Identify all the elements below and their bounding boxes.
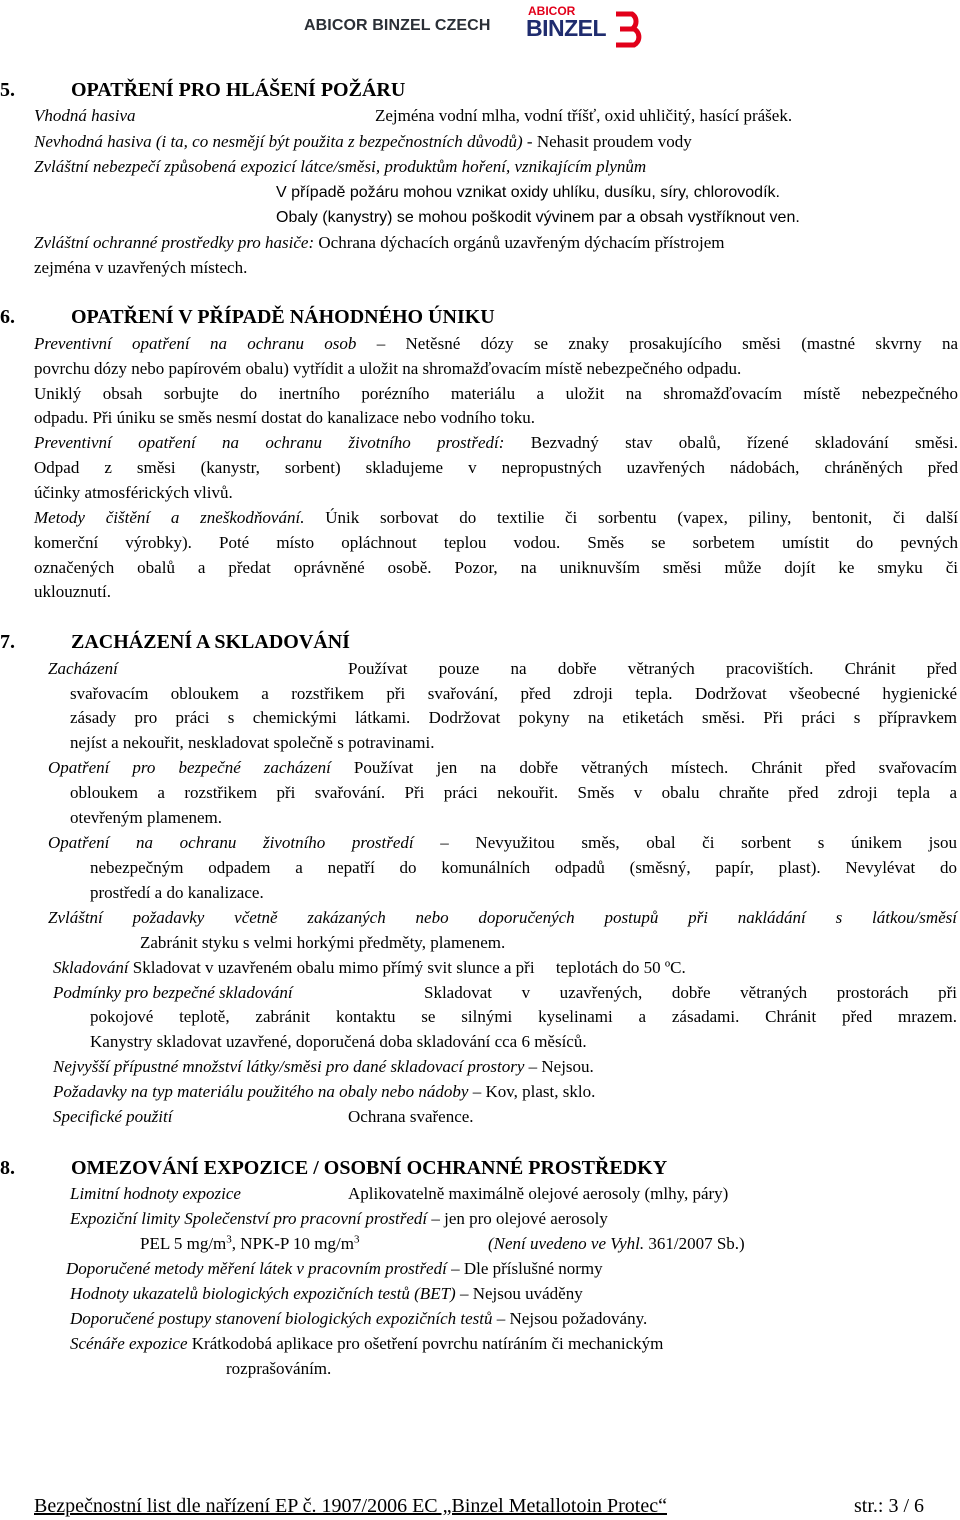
s8-pel-sup: 3 — [226, 1233, 232, 1246]
s8-pel-a: PEL 5 mg/m — [140, 1234, 227, 1253]
s5-label-unsuitable: Nevhodná hasiva (i ta, co nesmějí být použita z bezpečnostních důvodů) — [34, 132, 523, 151]
s6-line-11: uklouznutí. — [34, 582, 111, 601]
s8-label-procedures: Doporučené postupy stanovení biologických expozičních testů — [70, 1309, 493, 1328]
s7-label-environment: Opatření na ochranu životního prostředí — [48, 833, 414, 852]
s8-pel-line — [140, 1233, 359, 1255]
s8-methods-line — [66, 1258, 603, 1280]
logo-abicor-text: ABICOR — [528, 4, 576, 18]
s7-handling-3: zásady pro práci s chemickými látkami. Dodržovat pokyny na etiketách směsi. Při práci s přípravkem — [70, 708, 957, 727]
s7-label-special: Zvláštní požadavky včetně zakázaných nebo doporučených postupů při nakládání s látkou/směsí — [48, 908, 957, 927]
s7-label-max-amount: Nejvyšší přípustné množství látky/směsi pro dané skladovací prostory — [53, 1057, 525, 1076]
s7-max-amount-line — [53, 1056, 594, 1078]
s7-label-specific-use: Specifické použití — [53, 1107, 173, 1126]
s7-material-line — [53, 1081, 595, 1103]
s8-methods-text: – Dle příslušné normy — [446, 1259, 603, 1278]
s7-special-text: Zabránit styku s velmi horkými předměty, plamenem. — [140, 933, 506, 952]
s6-line-6: Odpad z směsi (kanystr, sorbent) skladujeme v nepropustných uzavřených nádobách, chráněných před — [34, 458, 958, 477]
s6-environment-text: Bezvadný stav obalů, řízené skladování směsi. — [504, 433, 958, 452]
s8-pel-sup2: 3 — [353, 1233, 360, 1246]
s7-storage-text: Skladovat v uzavřeném obalu mimo přímý svit slunce a při teplotách do 50 ºC. — [128, 958, 686, 977]
s8-limits-text: Aplikovatelně maximálně olejové aerosoly (mlhy, páry) — [348, 1184, 729, 1203]
s6-line-10: označených obalů a předat oprávněné osobě. Pozor, na uniknuvším směsi může dojít ke smyku či — [34, 558, 958, 577]
s8-pel-b: , NPK-P 10 mg/m — [231, 1234, 354, 1253]
s7-environment-3: prostředí a do kanalizace. — [90, 883, 264, 902]
s7-storage-line — [53, 957, 686, 979]
footer-page-number: str.: 3 / 6 — [853, 1495, 924, 1517]
s7-label-handling: Zacházení — [48, 659, 118, 678]
section-6-title: OPATŘENÍ V PŘÍPADĚ NÁHODNÉHO ÚNIKU — [71, 306, 495, 328]
s8-regulation-text: 361/2007 Sb.) — [644, 1234, 745, 1253]
s7-storage-conditions-3: Kanystry skladovat uzavřené, doporučená doba skladování cca 6 měsíců. — [90, 1032, 587, 1051]
s5-label-firefighters: Zvláštní ochranné prostředky pro hasiče: — [34, 233, 315, 252]
s6-persons-text: – Netěsné dózy se znaky prosakujícího směsi (mastné skvrny na — [356, 334, 958, 353]
s5-hazards-text-2: Obaly (kanystry) se mohou poškodit vývinem par a obsah vystříknout ven. — [276, 209, 800, 226]
s7-safe-handling-3: otevřeným plamenem. — [70, 808, 223, 827]
s5-hazards-text-1: V případě požáru mohou vznikat oxidy uhlíku, dusíku, síry, chlorovodík. — [276, 184, 780, 201]
s7-handling-1: Používat pouze na dobře větraných pracovištích. Chránit před — [348, 659, 957, 678]
s8-scenario-text-2: rozprašováním. — [226, 1359, 332, 1378]
s7-storage-conditions-1: Skladovat v uzavřených, dobře větraných prostorách při — [424, 983, 957, 1002]
s8-scenario-line — [70, 1333, 663, 1355]
s6-line-9: komerční výrobky). Poté místo opláchnout teplou vodou. Směs se sorbetem umístit do pevných — [34, 533, 958, 552]
s7-environment-2: nebezpečným odpadem a nepatří do komunálních odpadů (směsný, papír, plast). Nevylévat do — [90, 858, 957, 877]
s7-environment-text: – Nevyužitou směs, obal či sorbent s únikem jsou — [413, 833, 958, 852]
s7-specific-use-text: Ochrana svařence. — [348, 1107, 474, 1126]
s8-scenario-text: Krátkodobá aplikace pro ošetření povrchu natíráním či mechanickým — [187, 1334, 664, 1353]
s8-bet-text: – Nejsou uváděny — [455, 1284, 583, 1303]
s7-max-amount-text: – Nejsou. — [524, 1057, 594, 1076]
s6-line-5 — [34, 432, 958, 454]
s8-label-bet: Hodnoty ukazatelů biologických expozičních testů (BET) — [70, 1284, 456, 1303]
s7-safe-handling-2: obloukem a rozstřikem při svařování. Při práci nekouřit. Směs v obalu chraňte před zdroji tepla a — [70, 783, 957, 802]
s8-bet-line — [70, 1283, 583, 1305]
s5-line-firefighters — [34, 232, 725, 254]
s7-safe-handling-1 — [48, 757, 957, 779]
s8-exposure-line — [70, 1208, 608, 1230]
logo-swoosh-icon — [612, 10, 648, 48]
s8-label-methods: Doporučené metody měření látek v pracovním prostředí — [66, 1259, 447, 1278]
page-footer — [34, 1495, 924, 1518]
s5-label-hazards: Zvláštní nebezpečí způsobená expozicí látce/směsi, produktům hoření, vznikajícím plynům — [34, 157, 647, 176]
section-5-number: 5. — [0, 79, 15, 101]
s8-regulation-line — [488, 1233, 745, 1255]
s8-exposure-limits-text: – jen pro olejové aerosoly — [427, 1209, 608, 1228]
s8-procedures-line — [70, 1308, 647, 1330]
section-8-number: 8. — [0, 1157, 15, 1179]
s6-line-3: Uniklý obsah sorbujte do inertního porézního materiálu a uložit na shromažďovacím místě nebezpečného — [34, 384, 958, 403]
page-header — [0, 0, 960, 52]
s6-line-1 — [34, 333, 958, 355]
s7-label-storage-conditions: Podmínky pro bezpečné skladování — [53, 983, 293, 1002]
s6-label-persons: Preventivní opatření na ochranu osob — [34, 334, 357, 353]
s7-label-storage: Skladování — [53, 958, 129, 977]
s6-label-environment: Preventivní opatření na ochranu životního prostředí: — [34, 433, 505, 452]
company-name: ABICOR BINZEL CZECH — [304, 17, 491, 34]
s6-methods-text: Únik sorbovat do textilie či sorbentu (vapex, piliny, bentonit, či další — [304, 508, 958, 527]
s8-label-limits: Limitní hodnoty expozice — [70, 1184, 241, 1203]
footer-document-title: Bezpečnostní list dle nařízení EP č. 1907/2006 EC „Binzel Metallotoin Protec“ — [34, 1495, 667, 1517]
s5-firefighters-text-2: zejména v uzavřených místech. — [34, 258, 248, 277]
section-7-title: ZACHÁZENÍ A SKLADOVÁNÍ — [71, 631, 350, 653]
section-7-number: 7. — [0, 631, 15, 653]
s8-regulation-italic: (Není uvedeno ve Vyhl. — [488, 1234, 645, 1253]
s7-label-safe-handling: Opatření pro bezpečné zacházení — [48, 758, 331, 777]
s6-line-4: odpadu. Při úniku se směs nesmí dostat do kanalizace nebo vodního toku. — [34, 408, 535, 427]
s5-label-suitable: Vhodná hasiva — [34, 106, 136, 125]
s8-label-scenario: Scénáře expozice — [70, 1334, 188, 1353]
section-8-title: OMEZOVÁNÍ EXPOZICE / OSOBNÍ OCHRANNÉ PROSTŘEDKY — [71, 1157, 668, 1179]
section-5-title: OPATŘENÍ PRO HLÁŠENÍ POŽÁRU — [71, 79, 406, 101]
s6-line-8 — [34, 507, 958, 529]
section-6-number: 6. — [0, 306, 15, 328]
s8-procedures-text: – Nejsou požadovány. — [492, 1309, 648, 1328]
s6-line-2: povrchu dózy nebo papírovém obalu) vytřídit a uložit na shromažďovacím místě nebezpečného odpadu. — [34, 359, 742, 378]
s7-storage-conditions-2: pokojové teplotě, zabránit kontaktu se silnými kyselinami a zásadami. Chránit před mrazem. — [90, 1007, 957, 1026]
s5-unsuitable-text: - Nehasit proudem vody — [522, 132, 692, 151]
s7-environment-1 — [48, 832, 957, 854]
s7-safe-handling-text: Používat jen na dobře větraných místech. Chránit před svařovacím — [330, 758, 957, 777]
s5-firefighters-text: Ochrana dýchacích orgánů uzavřeným dýchacím přístrojem — [314, 233, 725, 252]
s6-line-7: účinky atmosférických vlivů. — [34, 483, 233, 502]
s7-handling-4: nejíst a nekouřit, neskladovat společně s potravinami. — [70, 733, 435, 752]
s7-handling-2: svařovacím obloukem a rozstřikem při svařování, před zdroji tepla. Dodržovat všeobecné hygienické — [70, 684, 957, 703]
s8-label-exposure-limits: Expoziční limity Společenství pro pracovní prostředí — [70, 1209, 428, 1228]
s5-suitable-text: Zejména vodní mlha, vodní tříšť, oxid uhličitý, hasící prášek. — [375, 106, 793, 125]
s6-label-methods: Metody čištění a zneškodňování. — [34, 508, 305, 527]
binzel-logo — [526, 4, 652, 50]
logo-binzel-text: BINZEL — [526, 15, 607, 41]
s5-line-unsuitable — [34, 131, 692, 153]
s7-material-text: – Kov, plast, sklo. — [468, 1082, 596, 1101]
s7-label-material: Požadavky na typ materiálu použitého na obaly nebo nádoby — [53, 1082, 469, 1101]
